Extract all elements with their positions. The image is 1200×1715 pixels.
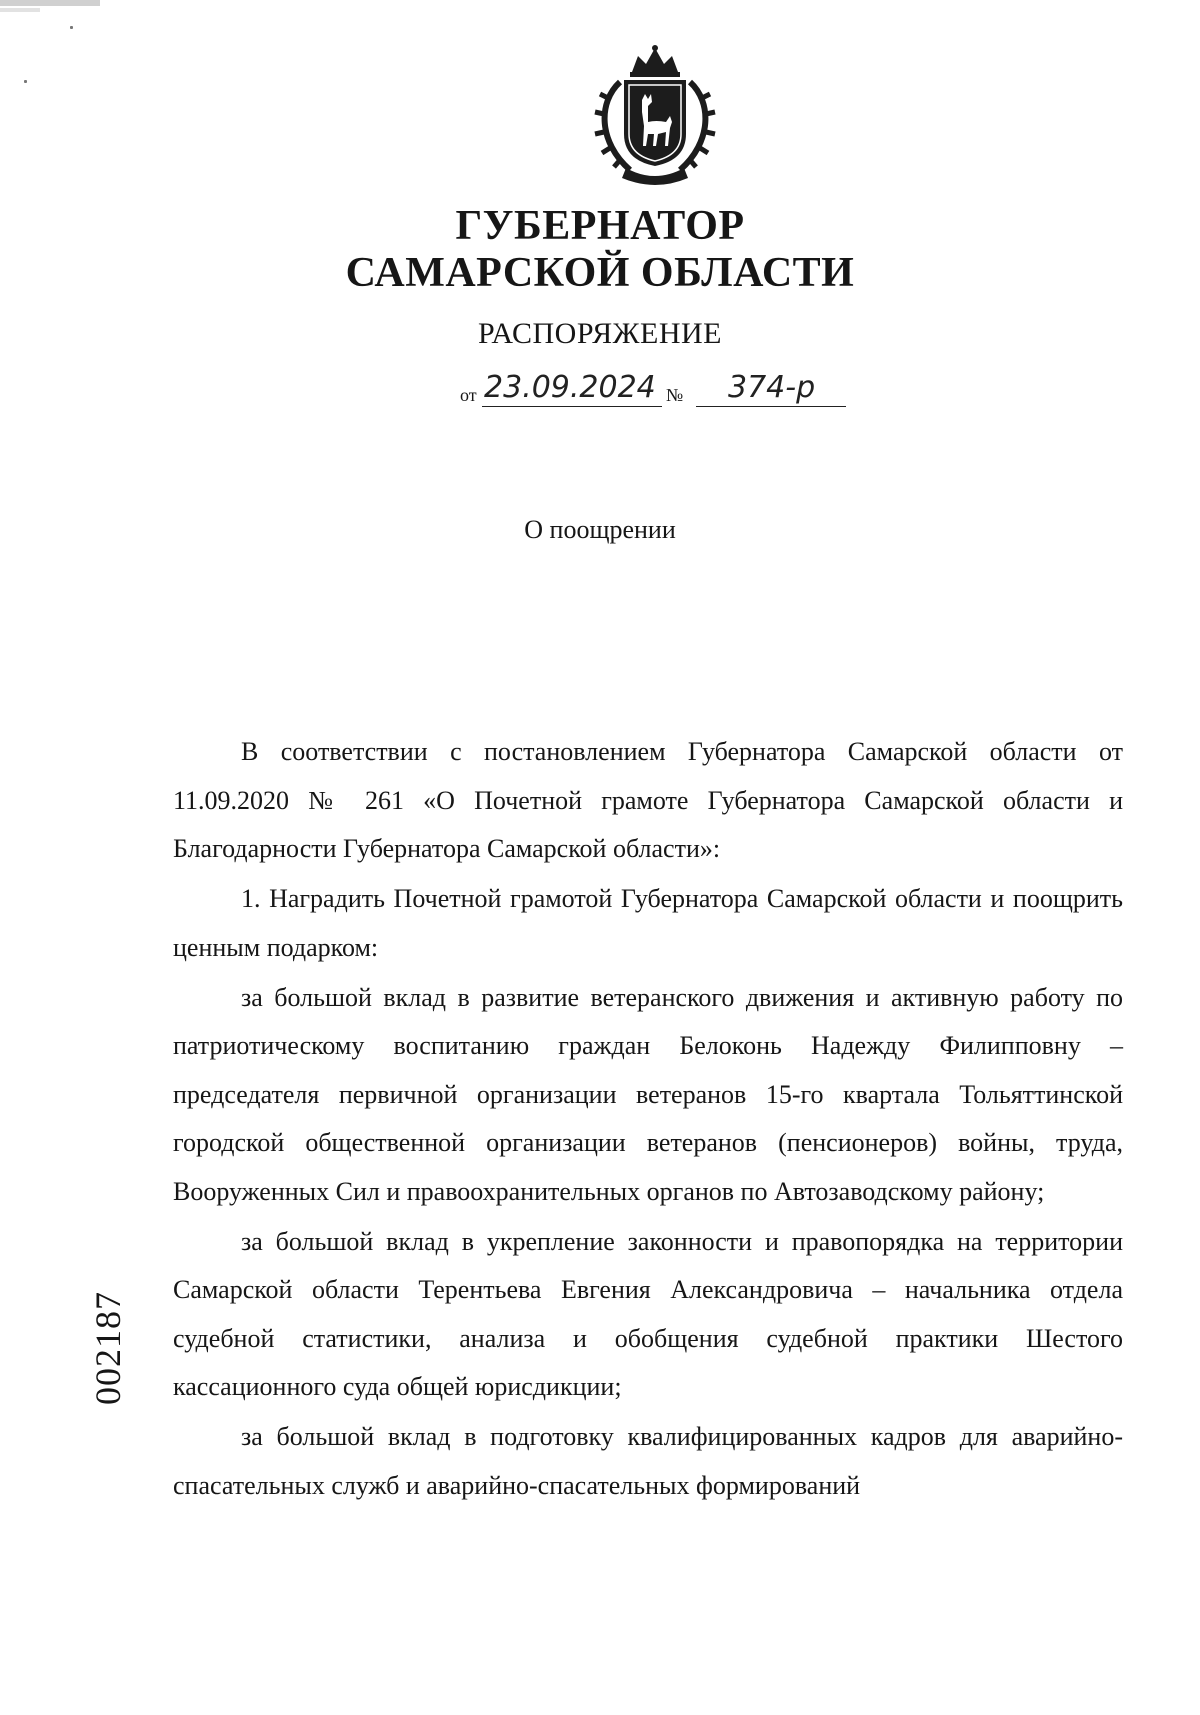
date-from-label: от bbox=[460, 385, 477, 405]
scan-edge-mark bbox=[0, 0, 110, 16]
side-serial-number: 002187 bbox=[88, 1291, 128, 1405]
body-paragraph: за большой вклад в укрепление законности и правопорядка на территории Самарской области Терентьева Евгения Александровича – начальника отдела судебной статистики, анализа и обобщения судебной практики Шестого кассационного суда общей юрисдикции; bbox=[173, 1226, 1123, 1401]
number-underline bbox=[696, 406, 846, 407]
samara-coat-of-arms-icon bbox=[590, 42, 720, 187]
handwritten-number: 374-р bbox=[728, 370, 816, 405]
authority-title-line2: САМАРСКОЙ ОБЛАСТИ bbox=[345, 250, 855, 296]
number-label: № bbox=[666, 385, 684, 405]
authority-title-line1: ГУБЕРНАТОР bbox=[455, 203, 745, 249]
body-paragraph: В соответствии с постановлением Губернатора Самарской области от 11.09.2020 № 261 «О Почетной грамоте Губернатора Самарской области и Благодарности Губернатора Самарской области»: bbox=[173, 737, 1123, 863]
scan-speck bbox=[70, 26, 73, 29]
document-type: РАСПОРЯЖЕНИЕ bbox=[477, 317, 723, 350]
body-paragraph: за большой вклад в подготовку квалифицированных кадров для аварийно-спасательных служб и аварийно-спасательных формирований bbox=[173, 1422, 1123, 1500]
document-subject: О поощрении bbox=[524, 515, 676, 544]
body-paragraph: за большой вклад в развитие ветеранского движения и активную работу по патриотическому воспитанию граждан Белоконь Надежду Филипповну – председателя первичной организации ветеранов 15-го квартала Тольяттинской городской общественной организации ветеранов (пенсионеров) войны, труда, Вооруженных Сил и правоохранительных органов по Автозаводскому району; bbox=[173, 982, 1123, 1206]
handwritten-date: 23.09.2024 bbox=[484, 370, 656, 405]
date-number-line bbox=[460, 372, 880, 412]
scan-speck bbox=[24, 80, 27, 83]
body-paragraph: 1. Наградить Почетной грамотой Губернатора Самарской области и поощрить ценным подарком: bbox=[173, 884, 1123, 962]
document-body bbox=[173, 728, 1123, 1512]
date-underline bbox=[482, 406, 662, 407]
